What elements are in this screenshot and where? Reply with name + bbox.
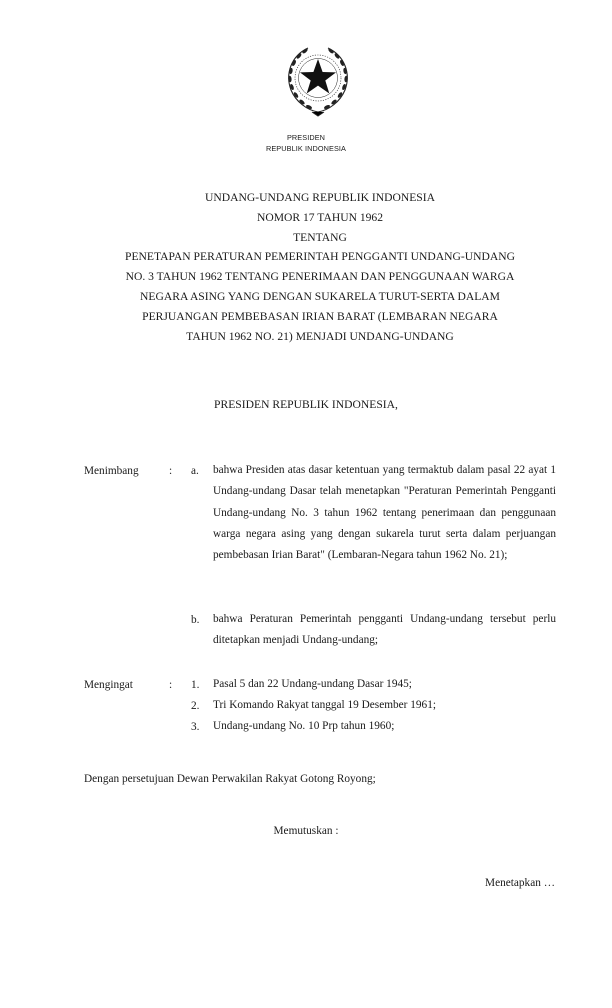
document-title <box>60 188 580 346</box>
letterhead-caption-republik: REPUBLIK INDONESIA <box>265 144 347 153</box>
menimbang-label: Menimbang <box>84 465 139 477</box>
menimbang-item-marker: a. <box>191 465 199 477</box>
mengingat-item-text: Pasal 5 dan 22 Undang-undang Dasar 1945; <box>213 678 412 690</box>
mengingat-label: Mengingat <box>84 679 133 691</box>
mengingat-item-marker: 1. <box>191 679 200 691</box>
title-line: NOMOR 17 TAHUN 1962 <box>256 210 384 224</box>
title-line: TAHUN 1962 NO. 21) MENJADI UNDANG-UNDANG <box>186 329 454 343</box>
page-continuation: Menetapkan … <box>485 877 555 889</box>
president-greeting: PRESIDEN REPUBLIK INDONESIA, <box>214 398 398 411</box>
approval-statement: Dengan persetujuan Dewan Perwakilan Rakyat Gotong Royong; <box>84 773 376 785</box>
title-line: NEGARA ASING YANG DENGAN SUKARELA TURUT-SERTA DALAM <box>140 289 500 303</box>
garuda-star-emblem-icon <box>281 40 355 118</box>
mengingat-item-text: Tri Komando Rakyat tanggal 19 Desember 1961; <box>213 699 436 711</box>
title-line: UNDANG-UNDANG REPUBLIK INDONESIA <box>205 191 435 204</box>
title-line: PERJUANGAN PEMBEBASAN IRIAN BARAT (LEMBARAN NEGARA <box>142 309 498 323</box>
mengingat-item-marker: 3. <box>191 721 200 733</box>
title-line: PENETAPAN PERATURAN PEMERINTAH PENGGANTI UNDANG-UNDANG <box>125 250 515 264</box>
mengingat-colon: : <box>169 679 173 691</box>
menimbang-item-text: bahwa Presiden atas dasar ketentuan yang termaktub dalam pasal 22 ayat 1 Undang-undang Dasar telah menetapkan "Peraturan Pemerintah Pengganti Undang-undang No. 3 tahun 1962 tentang penerimaan dan penggunaan warga negara asing yang dengan sukarela turut serta dalam perjuangan pembebasan Irian Barat" (Lembaran-Negara tahun 1962 No. 21); <box>213 464 556 562</box>
decide-heading: Memutuskan : <box>273 825 339 837</box>
menimbang-item-marker: b. <box>191 614 200 626</box>
letterhead-caption-presiden: PRESIDEN <box>286 133 326 142</box>
mengingat-item-marker: 2. <box>191 700 200 712</box>
menimbang-colon: : <box>169 465 173 477</box>
title-line: NO. 3 TAHUN 1962 TENTANG PENERIMAAN DAN PENGGUNAAN WARGA <box>125 270 515 284</box>
menimbang-item-text: bahwa Peraturan Pemerintah pengganti Undang-undang tersebut perlu ditetapkan menjadi Undang-undang; <box>213 613 556 647</box>
title-line: TENTANG <box>293 230 347 244</box>
mengingat-item-text: Undang-undang No. 10 Prp tahun 1960; <box>213 720 395 732</box>
